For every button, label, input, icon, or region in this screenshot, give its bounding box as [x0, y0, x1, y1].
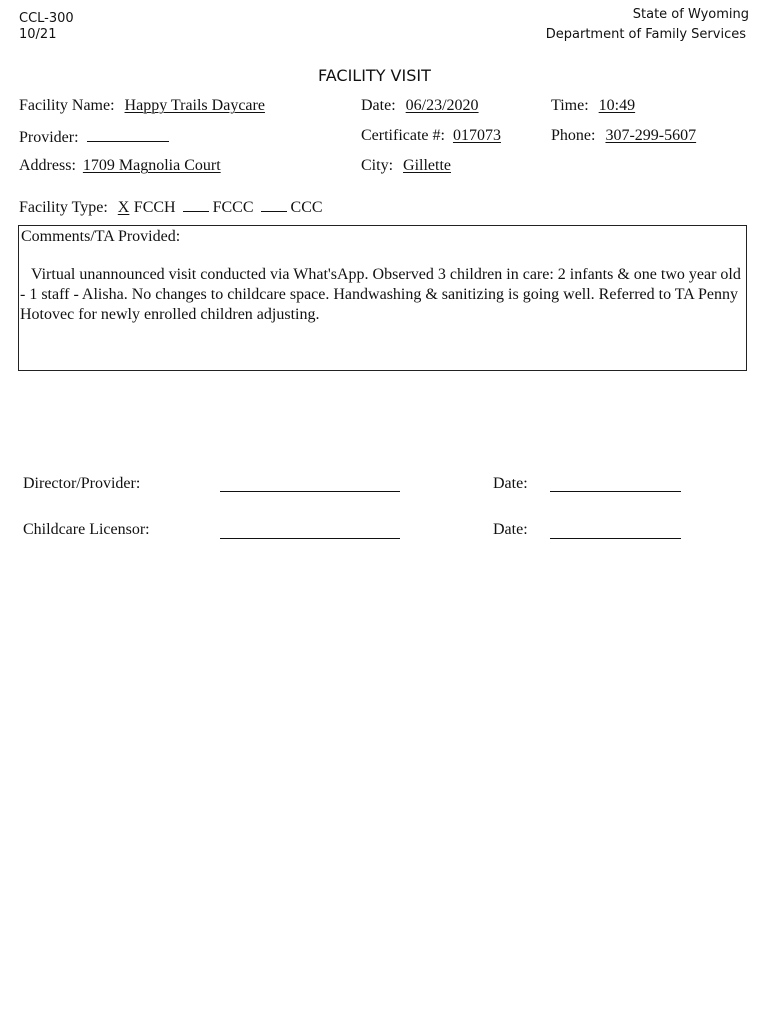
facility-type-option-fcch: FCCH: [133, 199, 176, 216]
licensor-date-label: Date:: [493, 521, 528, 538]
facility-type-mark-ccc: [261, 197, 287, 212]
provider-row: [19, 127, 169, 147]
certificate-value: 017073: [452, 127, 501, 144]
childcare-licensor-label: Childcare Licensor:: [23, 521, 150, 538]
visit-date-row: [361, 97, 479, 115]
facility-type-option-ccc: CCC: [290, 199, 323, 216]
facility-name-label: Facility Name:: [19, 97, 115, 114]
director-signature-line: [220, 491, 400, 492]
licensor-date-line: [550, 538, 681, 539]
facility-name-value: Happy Trails Daycare: [124, 97, 265, 114]
date-label: Date:: [361, 97, 396, 114]
provider-label: Provider:: [19, 129, 79, 146]
time-label: Time:: [551, 97, 589, 114]
address-row: [19, 157, 221, 175]
phone-value: 307-299-5607: [605, 127, 697, 144]
address-value: 1709 Magnolia Court: [82, 157, 221, 174]
licensor-signature-line: [220, 538, 400, 539]
facility-name-row: [19, 97, 265, 115]
facility-type-mark-fcch: X: [117, 199, 130, 216]
director-date-line: [550, 491, 681, 492]
director-provider-label: Director/Provider:: [23, 475, 141, 492]
facility-type-row: [19, 197, 323, 217]
facility-type-mark-fccc: [183, 197, 209, 212]
department-name: Department of Family Services: [545, 27, 746, 42]
date-value: 06/23/2020: [405, 97, 479, 114]
phone-row: [551, 127, 696, 145]
form-revision-date: 10/21: [19, 27, 57, 42]
form-code: CCL-300: [19, 11, 74, 26]
city-row: [361, 157, 451, 175]
city-value: Gillette: [403, 157, 451, 174]
facility-type-label: Facility Type:: [19, 199, 108, 216]
provider-value-blank: [87, 127, 169, 142]
state-name: State of Wyoming: [632, 7, 749, 22]
certificate-row: [361, 127, 501, 145]
visit-time-row: [551, 97, 635, 115]
director-date-label: Date:: [493, 475, 528, 492]
facility-type-option-fccc: FCCC: [212, 199, 254, 216]
comments-box: [18, 225, 747, 371]
city-label: City:: [361, 157, 394, 174]
certificate-label: Certificate #:: [361, 127, 445, 144]
comments-text: Virtual unannounced visit conducted via What'sApp. Observed 3 children in care: 2 infants & one two year old - 1 staff - Alisha. No changes to childcare space. Handwashing & sanitizing is going well. Referred to TA Penny Hotovec for newly enrolled children adjusting.: [20, 266, 741, 323]
address-label: Address:: [19, 157, 76, 174]
phone-label: Phone:: [551, 127, 596, 144]
time-value: 10:49: [598, 97, 636, 114]
page-title: FACILITY VISIT: [318, 66, 431, 85]
comments-label: Comments/TA Provided:: [21, 228, 181, 245]
